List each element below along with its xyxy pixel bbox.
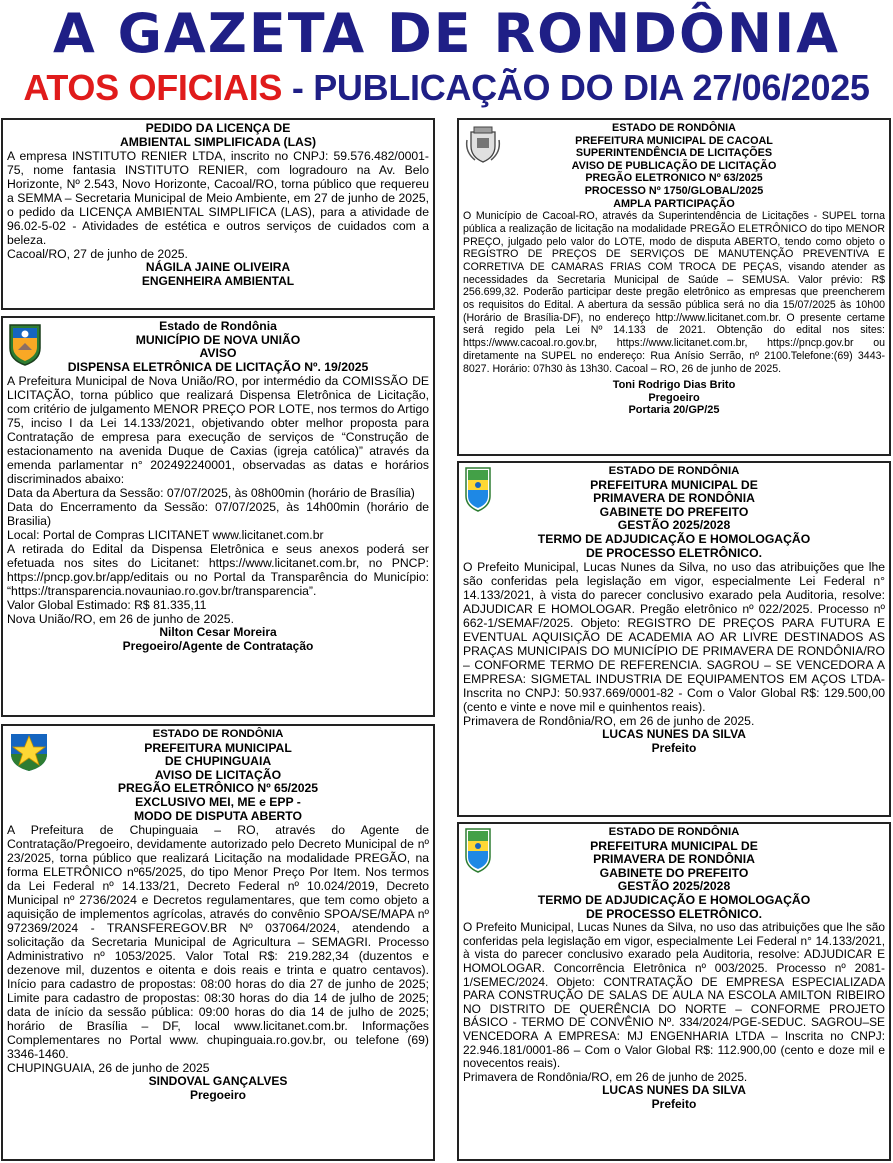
section-label: ATOS OFICIAIS [23, 67, 283, 108]
notice-heading: MUNICÍPIO DE NOVA UNIÃO [135, 332, 301, 347]
notice-heading: PREGÃO ELETRONICO Nº 63/2025 [585, 172, 763, 185]
notice-heading: MODO DE DISPUTA ABERTO [134, 808, 302, 823]
notice-heading: Estado de Rondônia [159, 319, 277, 333]
session-opening: Data da Abertura da Sessão: 07/07/2025, às 08h00min (horário de Brasília) [7, 486, 415, 501]
signer-name: LUCAS NUNES DA SILVA [602, 1083, 746, 1098]
ordinance-number: Portaria 20/GP/25 [628, 404, 720, 417]
notice-body: O Prefeito Municipal, Lucas Nunes da Silva, no uso das atribuições que lhe são conferidas pela legislação em vigor, especialmente Lei Federal n° 14.133/2021, à vista do parecer conclusivo exarado pela Auditoria, resolve: ADJUDICAR E HOMOLOGAR. Pregão eletrônico nº 022/2025. Processo nº 662-1/SEMAF/2025. Objeto: REGISTRO DE PREÇOS PARA FUTURA E EVENTUAL AQUISIÇÃO DE ACADEMIA AO AR LIVRE DESTINADOS AS PRAÇAS MUNICIPAIS DO MUNICÍPIO DE PRIMAVERA DE RONDÔNIA/RO – CONFORME TERMO DE REFERENCIA. SAGROU – SE VENCEDORA A EMPRESA: SIGMETAL INDUSTRIA DE EQUIPAMENTOS EM AÇOS LTDA- Inscrita no CNPJ: 50.937.669/0001-82 - Com o Valor Global R$: 129.500,00 (cento e vinte e nove mil e quinhentos reais). [463, 560, 885, 715]
notice-heading: PRIMAVERA DE RONDÔNIA [593, 491, 755, 506]
notice-heading: TERMO DE ADJUDICAÇÃO E HOMOLOGAÇÃO [537, 531, 811, 546]
notice-body: O Município de Cacoal-RO, através da Superintendência de Licitações - SUPEL torna pública a realização de licitação na modalidade PREGÃO ELETRÔNICO do tipo MENOR PREÇO, julgado pelo valor do LOTE, modo de disputa ABERTO, tendo como objeto o REGISTRO DE PREÇOS DE SERVIÇOS DE MANUTENÇÃO PREVENTIVA E CORRETIVA DE CAMARAS FRIAS COM TROCA DE PEÇAS, visando atender as necessidades da Secretaria Municipal de Saúde – SEMUSA. Valor prévio: R$ 256.699,32. Poderão participar deste pregão eletrônico as empresas que preencherem os requisitos do Edital. A abertura da sessão pública será no dia 15/07/2025 às 10h00 (Horário de Brasília-DF), no endereço http://www.licitanet.com.br. O presente certame será regido pela Lei Nº 14.133 de 2021. Obtenção do edital nos sites: https://www.cacoal.ro.gov.br, https://www.licitanet.com.br, https://pncp.gov.br ou diretamente na SUPEL no endereço: Rua Anísio Serrão, nº 2100.Telefone:(69) 3443-8027. Horário: 07h30 às 13h30. Cacoal – RO, 26 de junho de 2025. [463, 210, 885, 375]
notice-heading: PEDIDO DA LICENÇA DE [145, 121, 291, 135]
notice-heading: DE PROCESSO ELETRÔNICO. [585, 906, 763, 921]
notice-heading: PREGÃO ELETRÔNICO Nº 65/2025 [117, 781, 319, 796]
notice-body: A Prefeitura Municipal de Nova União/RO, por intermédio da COMISSÃO DE LICITAÇÃO, torna público que realizará Dispensa Eletrônica de Licitação, com critério de julgamento MENOR PREÇO POR LOTE, nos termos do Artigo 75, inciso I da Lei 14.133/2021, objetivando obter melhor proposta para Contratação de empresa para execução de serviços de “Construção de estacionamento na avenida Duque de Caxias (igreja católica)” através da emenda parlamentar n° 202492240001, observadas as datas e horários discriminados abaixo: [7, 374, 429, 487]
notice-primavera-concorrencia [457, 822, 891, 1161]
signer-role: ENGENHEIRA AMBIENTAL [141, 273, 295, 288]
session-closing: Data do Encerramento da Sessão: 07/07/2025, às 14h00min (horário de Brasilia) [7, 500, 429, 529]
place-date: Cacoal/RO, 27 de junho de 2025. [7, 247, 188, 262]
signer-role: Pregoeiro/Agente de Contratação [122, 638, 314, 653]
notice-heading: PRIMAVERA DE RONDÔNIA [593, 852, 755, 867]
notice-heading: DE CHUPINGUAIA [164, 754, 272, 769]
notice-heading: TERMO DE ADJUDICAÇÃO E HOMOLOGAÇÃO [537, 892, 811, 907]
notice-heading: ESTADO DE RONDÔNIA [152, 728, 284, 740]
edital-retrieval: A retirada do Edital da Dispensa Eletrônica e seus anexos poderá ser efetuada nos sites do Licitanet: https://www.licitanet.com.br, no PNCP: https://pncp.gov.br/app/editais ou no Portal da Transparência do Município: “https://transparencia.novauniao.ro.gov.br/transparencia”. [7, 542, 429, 599]
place-date: Primavera de Rondônia/RO, em 26 de junho de 2025. [463, 1069, 748, 1084]
place-date: Primavera de Rondônia/RO, em 26 de junho de 2025. [463, 714, 755, 729]
notice-heading: GABINETE DO PREFEITO [599, 504, 749, 519]
place-date: CHUPINGUAIA, 26 de junho de 2025 [7, 1061, 210, 1076]
signer-role: Pregoeiro [648, 391, 700, 404]
signer-role: Pregoeiro [189, 1087, 246, 1102]
notice-heading: ESTADO DE RONDÔNIA [608, 826, 740, 838]
notice-heading: AVISO DE LICITAÇÃO [154, 767, 282, 782]
notice-heading: EXCLUSIVO MEI, ME e EPP - [135, 794, 301, 809]
notice-heading: AVISO DE PUBLICAÇÃO DE LICITAÇÃO [571, 159, 777, 172]
notice-body: A Prefeitura de Chupinguaia – RO, através do Agente de Contratação/Pregoeiro, devidamente autorizado pelo Decreto Municipal de nº 23/2025, torna público que realizará Licitação na modalidade PREGÃO, na forma ELETRÔNICO nº65/2025, do tipo Menor Preço Por Item. Nos termos da Lei Federal nº 14.133/21, Decreto Federal nº 10.024/2019, Decreto Municipal nº 2736/2024 e Decretos regulamentares, que tem como objeto a aquisição de implementos agrícolas, através do convênio SPOA/SE/MAPA nº 972369/2024 - TRANSFEREGOV.BR Nº 037064/2024, atendendo a solicitação da Secretaria Municipal de Agricultura – SEMAGRI. Processo Administrativo nº 1053/2025. Valor Total R$: 219.282,34 (duzentos e dezenove mil, duzentos e oitenta e dois reais e trinta e quatro centavos). Início para cadastro de propostas: 08:00 horas do dia 27 de junho de 2025; Limite para cadastro de propostas: 08:30 horas do dia 14 de julho de 2025; data de início da sessão pública: 09:00 horas do dia 14 de julho de 2025; horário de Brasília – DF, local www.licitanet.com.br. Informações Complementares no Portal www. chupinguaia.ro.gov.br, ou telefone (69) 3346-1460. [7, 823, 429, 1062]
star-crest-icon [8, 730, 50, 772]
notice-heading: ESTADO DE RONDÔNIA [608, 465, 740, 477]
municipal-crest-icon [8, 322, 42, 366]
notice-heading: AVISO [199, 346, 237, 361]
notice-heading: GESTÃO 2025/2028 [617, 879, 731, 894]
notice-cacoal [457, 118, 891, 456]
place-date: Nova União/RO, em 26 de junho de 2025. [7, 612, 234, 627]
notice-heading: PREFEITURA MUNICIPAL DE CACOAL [575, 134, 773, 147]
session-local: Local: Portal de Compras LICITANET www.licitanet.com.br [7, 528, 324, 543]
signer-role: Prefeito [651, 740, 697, 755]
signer-name: NÁGILA JAINE OLIVEIRA [145, 260, 291, 275]
notice-heading: DISPENSA ELETRÔNICA DE LICITAÇÃO Nº. 19/2025 [67, 359, 369, 374]
masthead [0, 0, 893, 114]
signer-name: SINDOVAL GANÇALVES [148, 1074, 288, 1089]
edition-subtitle [0, 66, 893, 110]
notice-body: A empresa INSTITUTO RENIER LTDA, inscrito no CNPJ: 59.576.482/0001-75, nome fantasia INSTITUTO RENIER, com logradouro na Av. Belo Horizonte, Nº 2.543, Novo Horizonte, Cacoal/RO, torna público que requereu a SEMMA – Secretaria Municipal de Meio Ambiente, em 27 de junho de 2025, o pedido da LICENÇA AMBIENTAL SIMPLIFICA (LAS), para a atividade de 96.02-5-02 - Atividades de estética e outros serviços de cuidados com a beleza. [7, 149, 429, 248]
notice-nova-uniao [1, 316, 435, 717]
coat-of-arms-icon [465, 126, 501, 164]
notice-heading: GESTÃO 2025/2028 [617, 518, 731, 533]
notice-heading: ESTADO DE RONDÔNIA [612, 122, 736, 134]
notice-heading: PREFEITURA MUNICIPAL DE [590, 838, 758, 853]
newspaper-title: A GAZETA DE RONDÔNIA [53, 2, 840, 65]
estimated-value: Valor Global Estimado: R$ 81.335,11 [7, 598, 207, 613]
notice-las [1, 118, 435, 310]
notice-primavera-pregao [457, 461, 891, 817]
signer-name: Toni Rodrigo Dias Brito [612, 379, 736, 392]
notice-heading: DE PROCESSO ELETRÔNICO. [585, 545, 763, 560]
notice-heading: PREFEITURA MUNICIPAL DE [590, 477, 758, 492]
signer-name: LUCAS NUNES DA SILVA [602, 727, 746, 742]
notice-heading: SUPERINTENDÊNCIA DE LICITAÇÕES [575, 147, 773, 160]
notice-heading: PROCESSO Nº 1750/GLOBAL/2025 [584, 184, 764, 197]
municipal-flag-icon [464, 827, 492, 873]
notice-chupinguaia [1, 724, 435, 1161]
publication-date-label: - PUBLICAÇÃO DO DIA 27/06/2025 [282, 67, 870, 108]
notice-heading: AMBIENTAL SIMPLIFICADA (LAS) [119, 134, 317, 149]
notice-heading: PREFEITURA MUNICIPAL [144, 740, 292, 755]
signer-role: Prefeito [651, 1096, 697, 1111]
notice-body: O Prefeito Municipal, Lucas Nunes da Silva, no uso das atribuições que lhe são conferidas pela legislação em vigor, especialmente Lei Federal n° 14.133/2021, à vista do parecer conclusivo exarado pela Auditoria, resolve: ADJUDICAR E HOMOLOGAR. Concorrência Eletrônica nº 003/2025. Processo nº 2081-1/SEMEC/2024. Objeto: CONTRATAÇÃO DE EMPRESA ESPECIALIZADA PARA CONSTRUÇÃO DE SALAS DE AULA NA ESCOLA AMILTON RIBEIRO NO DISTRITO DE QUERÊNCIA DO NORTE – CONFORME PROJETO BÁSICO - TERMO DE CONVÊNIO Nº. 334/2024/PGE-SEDUC. SAGROU–SE VENCEDORA A EMPRESA: MJ ENGENHARIA LTDA – Inscrita no CNPJ: 22.946.181/0001-86 – Com o Valor Global R$: 112.900,00 (cento e doze mil e novecentos reais). [463, 920, 885, 1071]
notice-heading: GABINETE DO PREFEITO [599, 865, 749, 880]
signer-name: Nilton Cesar Moreira [159, 625, 277, 640]
notice-heading: AMPLA PARTICIPAÇÃO [613, 197, 735, 210]
municipal-flag-icon [464, 466, 492, 512]
